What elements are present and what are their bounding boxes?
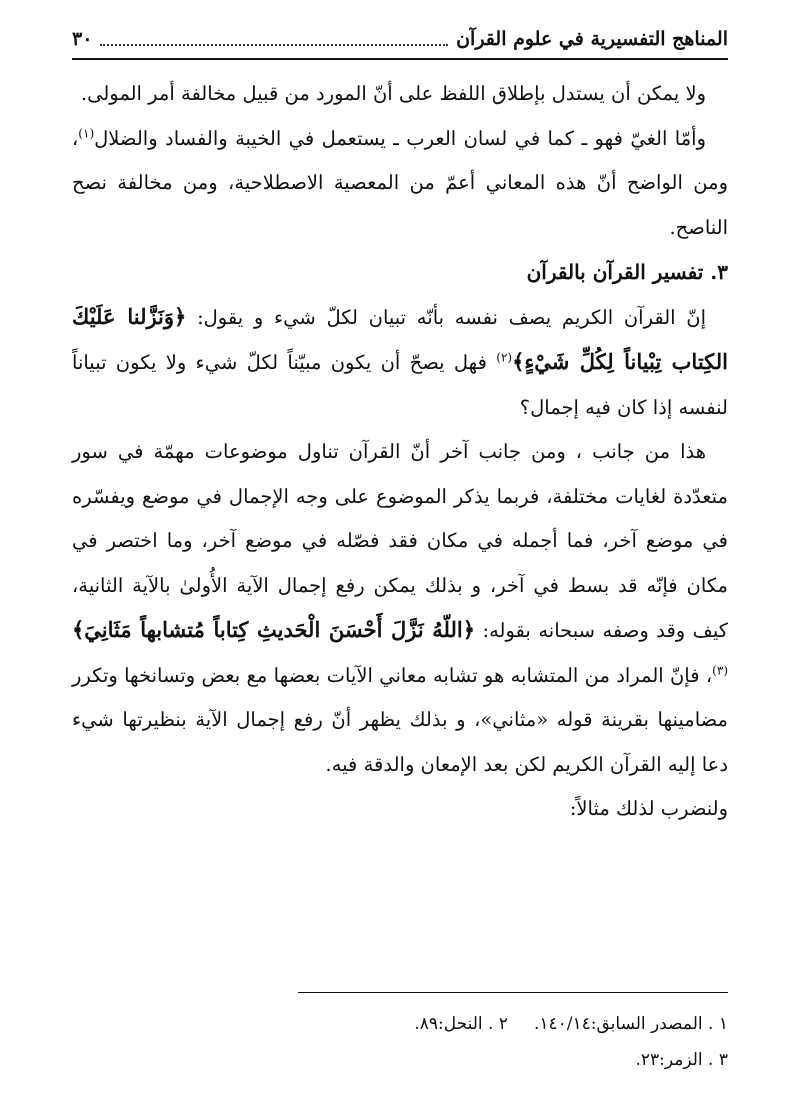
paragraph-4 — [72, 430, 728, 787]
footnote-divider — [298, 992, 728, 993]
section-heading: ٣. تفسير القرآن بالقرآن — [526, 260, 728, 284]
footnote-1: ١ . المصدر السابق:١٤٠/١٤. — [533, 1014, 728, 1034]
paragraph-2-text-b: ، ومن الواضح أنّ هذه المعاني أعمّ من المعصية الاصطلاحية، ومن مخالفة نصح الناصح. — [72, 126, 728, 239]
header-title: المناهج التفسيرية في علوم القرآن — [456, 28, 728, 50]
paragraph-3 — [72, 295, 728, 431]
document-page — [72, 24, 728, 1094]
footnote-2: ٢ . النحل:٨٩. — [414, 1014, 508, 1034]
paragraph-5: ولنضرب لذلك مثالاً: — [569, 797, 728, 820]
footnote-row-1 — [72, 1006, 728, 1042]
footnote-ref-2: (٢) — [496, 350, 513, 365]
footnote-3: ٣ . الزمر:٢٣. — [635, 1050, 728, 1070]
paragraph-3-text-a: إنّ القرآن الكريم يصف نفسه بأنّه تبيان لكلّ شيء و يقول: — [186, 305, 706, 329]
footnote-ref-1: (١) — [78, 126, 95, 140]
footnote-row-2 — [72, 1042, 728, 1078]
header-leader-dots — [100, 44, 448, 46]
paragraph-1: ولا يمكن أن يستدل بإطلاق اللفظ على أنّ المورد من قبيل مخالفة أمر المولى. — [80, 82, 706, 105]
paragraph-3-text-b: فهل يصحّ أن يكون مبيّناً لكلّ شيء ولا يكون تبياناً لنفسه إذا كان فيه إجمال؟ — [72, 351, 728, 419]
page-number: ٣٠ — [72, 28, 93, 50]
footnote-ref-3: (٣) — [712, 663, 728, 677]
paragraph-4-text-a: هذا من جانب ، ومن جانب آخر أنّ القرآن تناول موضوعات مهمّة في سور متعدّدة لغايات مختلفة، فربما يذكر الموضوع على وجه الإجمال في موضع ويفسّره في موضع آخر، فما أجمله في مكان فقد فصّله في موضع آخر، وما اختصر في مكان فإنّه قد بسط في آخر، و بذلك يمكن رفع إجمال الآية الأُولىٰ بالآية الثانية، كيف وقد وصفه سبحانه بقوله: — [72, 440, 729, 642]
paragraph-2 — [72, 117, 728, 251]
paragraph-4-text-b: ، فإنّ المراد من المتشابه هو تشابه معاني الآيات بعضها مع بعض وتسانخها وتكرر مضامينها بقرينة قوله «مثاني»، و بذلك يظهر أنّ رفع إجمال الآية بنظيرتها شيء دعا إليه القرآن الكريم لكن بعد الإمعان والدقة فيه. — [72, 663, 728, 776]
paragraph-2-text-a: وأمّا الغيّ فهو ـ كما في لسان العرب ـ يستعمل في الخيبة والفساد والضلال — [94, 126, 706, 150]
body-text — [72, 72, 728, 832]
running-header — [72, 24, 728, 60]
quran-verse-1: ﴿وَنَزَّلنا عَلَيْكَ الكِتاب تِبْياناً لِكُلِّ شَيْءٍ﴾ — [72, 303, 728, 374]
footnotes — [72, 1006, 728, 1078]
quran-verse-2: ﴿اللّهُ نَزَّلَ أَحْسَنَ الْحَديثِ كِتاباً مُتشابهاً مَثَانِيَ﴾ — [72, 617, 476, 642]
